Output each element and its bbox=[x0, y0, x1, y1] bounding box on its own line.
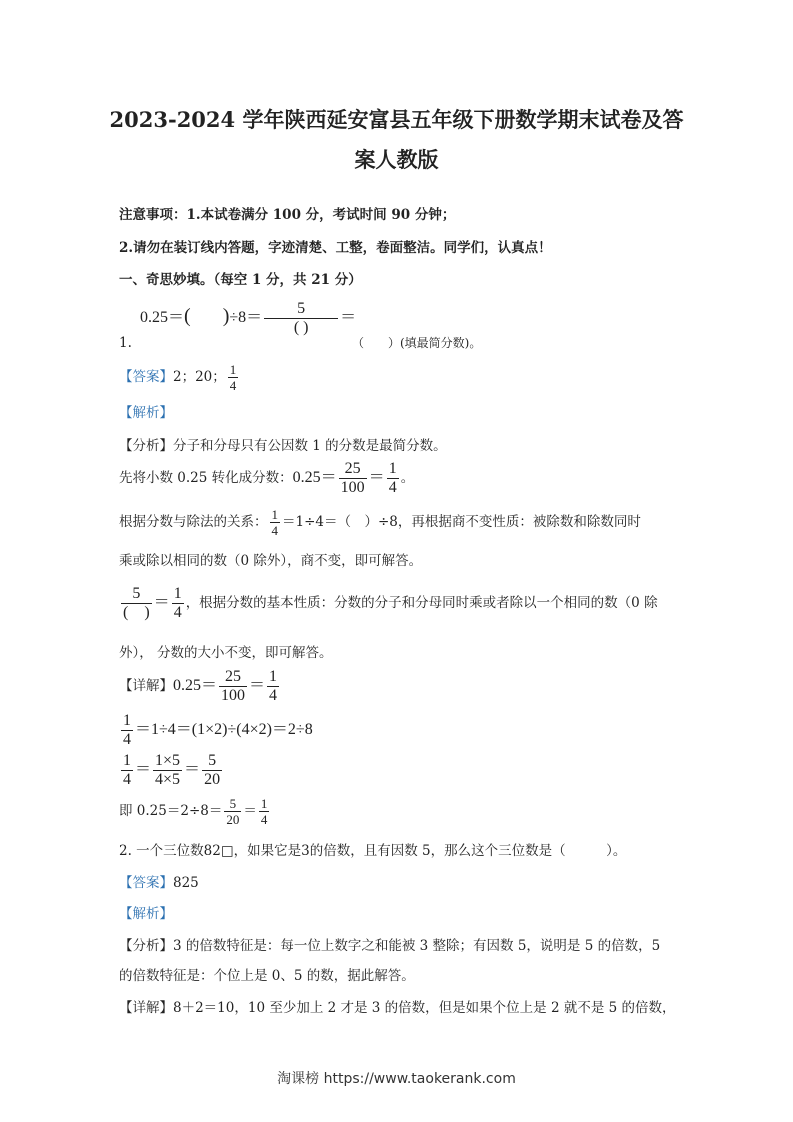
q2-fenxi-label: 【分析】 bbox=[119, 938, 173, 954]
q1-step2-f-num: 1 bbox=[271, 507, 278, 522]
q1-step3-frac1 bbox=[121, 585, 152, 622]
q1-xj4-f1-den: 20 bbox=[226, 812, 240, 827]
q1-step1-math: 0.25＝ bbox=[292, 469, 337, 486]
q1-fraction bbox=[264, 300, 338, 337]
q2-fenxi bbox=[119, 936, 660, 956]
q1-xiangjie-4 bbox=[119, 796, 271, 832]
q1-xj2-f-num: 1 bbox=[123, 712, 131, 729]
q1-xj3-frac1 bbox=[121, 752, 133, 789]
q2-xiangjie bbox=[119, 998, 676, 1018]
q1-xj3-f2-den: 4×5 bbox=[155, 771, 181, 788]
q1-lparen: ( bbox=[184, 305, 191, 327]
q1-xj4-text: 即 0.25＝2÷8＝ bbox=[119, 803, 223, 819]
q1-xj1-frac2 bbox=[267, 668, 279, 705]
q1-answer-frac-num: 1 bbox=[229, 362, 237, 377]
q1-xj2-rest: ＝1÷4＝(1×2)÷(4×2)＝2÷8 bbox=[135, 721, 313, 738]
q1-step1-frac1 bbox=[339, 460, 367, 497]
q1-lhs: 0.25＝ bbox=[140, 309, 185, 326]
q1-step3-rest: ，根据分数的基本性质：分数的分子和分母同时乘或者除以一个相同的数（0 除 bbox=[185, 595, 658, 611]
q1-xj4-frac2 bbox=[259, 796, 270, 827]
q1-xj1-f1-num: 25 bbox=[219, 668, 247, 687]
q1-step3-f1-den: ( ) bbox=[123, 604, 150, 621]
q1-step1-eq: ＝ bbox=[368, 469, 385, 486]
q1-analysis-label: 【解析】 bbox=[119, 405, 173, 421]
q1-step3-line2: 外）， 分数的大小不变，即可解答。 bbox=[119, 645, 333, 661]
q1-step3-f2-num: 1 bbox=[173, 585, 182, 602]
q1-step1-f2-num: 1 bbox=[388, 460, 397, 477]
q1-xj3-eq1: ＝ bbox=[135, 761, 152, 778]
q1-xj3-frac3 bbox=[202, 752, 222, 789]
q1-xj1-f2-num: 1 bbox=[269, 668, 278, 685]
q2-analysis-label: 【解析】 bbox=[119, 906, 173, 922]
q1-step3-f2-den: 4 bbox=[173, 604, 182, 621]
q1-xj2-frac bbox=[121, 712, 133, 749]
q1-step1-f2-den: 4 bbox=[388, 479, 397, 496]
q1-step2-frac bbox=[270, 507, 281, 538]
q1-answer-fraction bbox=[228, 362, 239, 393]
q1-xj1-frac1 bbox=[219, 668, 247, 705]
q1-answer-text: 2；20； bbox=[173, 369, 226, 385]
q2-answer bbox=[119, 873, 199, 893]
q1-tail: （ ）(填最简分数)。 bbox=[352, 336, 482, 350]
q1-step2-f-den: 4 bbox=[271, 523, 278, 538]
q2-answer-text: 825 bbox=[173, 875, 199, 891]
page-title-line1: 2023-2024 学年陕西延安富县五年级下册数学期末试卷及答 bbox=[109, 107, 684, 132]
q1-xiangjie-label: 【详解】 bbox=[119, 678, 173, 694]
q1-frac-num: 5 bbox=[264, 300, 338, 319]
q1-xj3-eq2: ＝ bbox=[184, 761, 201, 778]
q1-xj4-f2-den: 4 bbox=[260, 812, 268, 827]
q2-fenxi-line2: 的倍数特征是：个位上是 0、5 的数，据此解答。 bbox=[119, 968, 415, 984]
q1-xj3-f3-den: 20 bbox=[204, 771, 221, 788]
q1-fenxi-text: 分子和分母只有公因数 1 的分数是最简分数。 bbox=[173, 438, 447, 454]
q1-step1-frac2 bbox=[387, 460, 399, 497]
q1-xj4-frac1 bbox=[224, 796, 241, 827]
q1-xj4-f1-num: 5 bbox=[224, 796, 241, 812]
q1-answer-label: 【答案】 bbox=[119, 369, 173, 385]
q1-xiangjie-3 bbox=[119, 752, 224, 792]
notice-line1: 注意事项：1.本试卷满分 100 分，考试时间 90 分钟； bbox=[119, 207, 456, 223]
section-heading-1: 一、奇思妙填。（每空 1 分，共 21 分） bbox=[119, 272, 362, 288]
q1-answer bbox=[119, 362, 240, 396]
q1-step1-text: 先将小数 0.25 转化成分数： bbox=[119, 470, 293, 486]
q1-step1-f1-num: 25 bbox=[339, 460, 367, 479]
q1-div8: ÷8＝ bbox=[229, 309, 263, 326]
q1-frac-den: ( ) bbox=[293, 319, 309, 336]
q1-xj1-f2-den: 4 bbox=[269, 687, 278, 704]
q1-rparen: ) bbox=[222, 305, 230, 327]
q1-step3 bbox=[119, 585, 658, 627]
q1-fenxi bbox=[119, 436, 447, 456]
q1-step3-eq: ＝ bbox=[153, 594, 170, 611]
q1-eq: ＝ bbox=[340, 309, 357, 326]
q1-xj1-eq: ＝ bbox=[249, 677, 266, 694]
q1-step2-text: 根据分数与除法的关系： bbox=[119, 514, 268, 530]
q1-xj1-math: 0.25＝ bbox=[173, 677, 218, 694]
q1-step3-f1-num: 5 bbox=[121, 585, 152, 604]
q1-xj2-f-den: 4 bbox=[123, 731, 131, 748]
q2-xiangjie-text: 8＋2＝10，10 至少加上 2 才是 3 的倍数，但是如果个位上是 2 就不是 5 的倍数， bbox=[173, 1000, 676, 1016]
q1-step1 bbox=[119, 460, 414, 500]
q1-step1-end: 。 bbox=[400, 470, 415, 486]
footer-watermark: 淘课榜 https://www.taokerank.com bbox=[277, 1071, 516, 1087]
q1-xiangjie-1 bbox=[119, 668, 281, 710]
q2-answer-label: 【答案】 bbox=[119, 875, 173, 891]
q1-xj3-f1-num: 1 bbox=[123, 752, 131, 769]
q1-xj4-eq: ＝ bbox=[243, 803, 257, 819]
q1-answer-frac-den: 4 bbox=[229, 378, 237, 393]
q1-xj3-frac2 bbox=[153, 752, 182, 789]
q1-xj3-f1-den: 4 bbox=[123, 771, 131, 788]
q1-fenxi-label: 【分析】 bbox=[119, 438, 173, 454]
page-title-line2: 案人教版 bbox=[354, 147, 439, 172]
q2-fenxi-text: 3 的倍数特征是：每一位上数字之和能被 3 整除；有因数 5，说明是 5 的倍数，5 bbox=[173, 938, 661, 954]
q1-xj1-f1-den: 100 bbox=[221, 687, 246, 704]
q1-step2-rest: ＝1÷4＝（ ）÷8，再根据商不变性质：被除数和除数同时 bbox=[282, 514, 641, 530]
q1-xj3-f2-num: 1×5 bbox=[155, 752, 181, 769]
q2-question: 2. 一个三位数82□，如果它是3的倍数，且有因数 5，那么这个三位数是（ ）。 bbox=[119, 843, 627, 859]
q1-number: 1. bbox=[119, 335, 132, 351]
q1-xj3-f3-num: 5 bbox=[202, 752, 222, 771]
q2-xiangjie-label: 【详解】 bbox=[119, 1000, 173, 1016]
q1-equation bbox=[140, 300, 356, 350]
notice-line2: 2.请勿在装订线内答题，字迹清楚、工整，卷面整洁。同学们，认真点！ bbox=[119, 240, 552, 256]
q1-xiangjie-2 bbox=[119, 712, 313, 752]
q1-xj4-f2-num: 1 bbox=[260, 796, 268, 811]
q1-step2 bbox=[119, 507, 641, 543]
q1-step3-frac2 bbox=[172, 585, 184, 622]
q1-step2-line2: 乘或除以相同的数（0 除外），商不变，即可解答。 bbox=[119, 553, 423, 569]
q1-step1-f1-den: 100 bbox=[340, 479, 365, 496]
